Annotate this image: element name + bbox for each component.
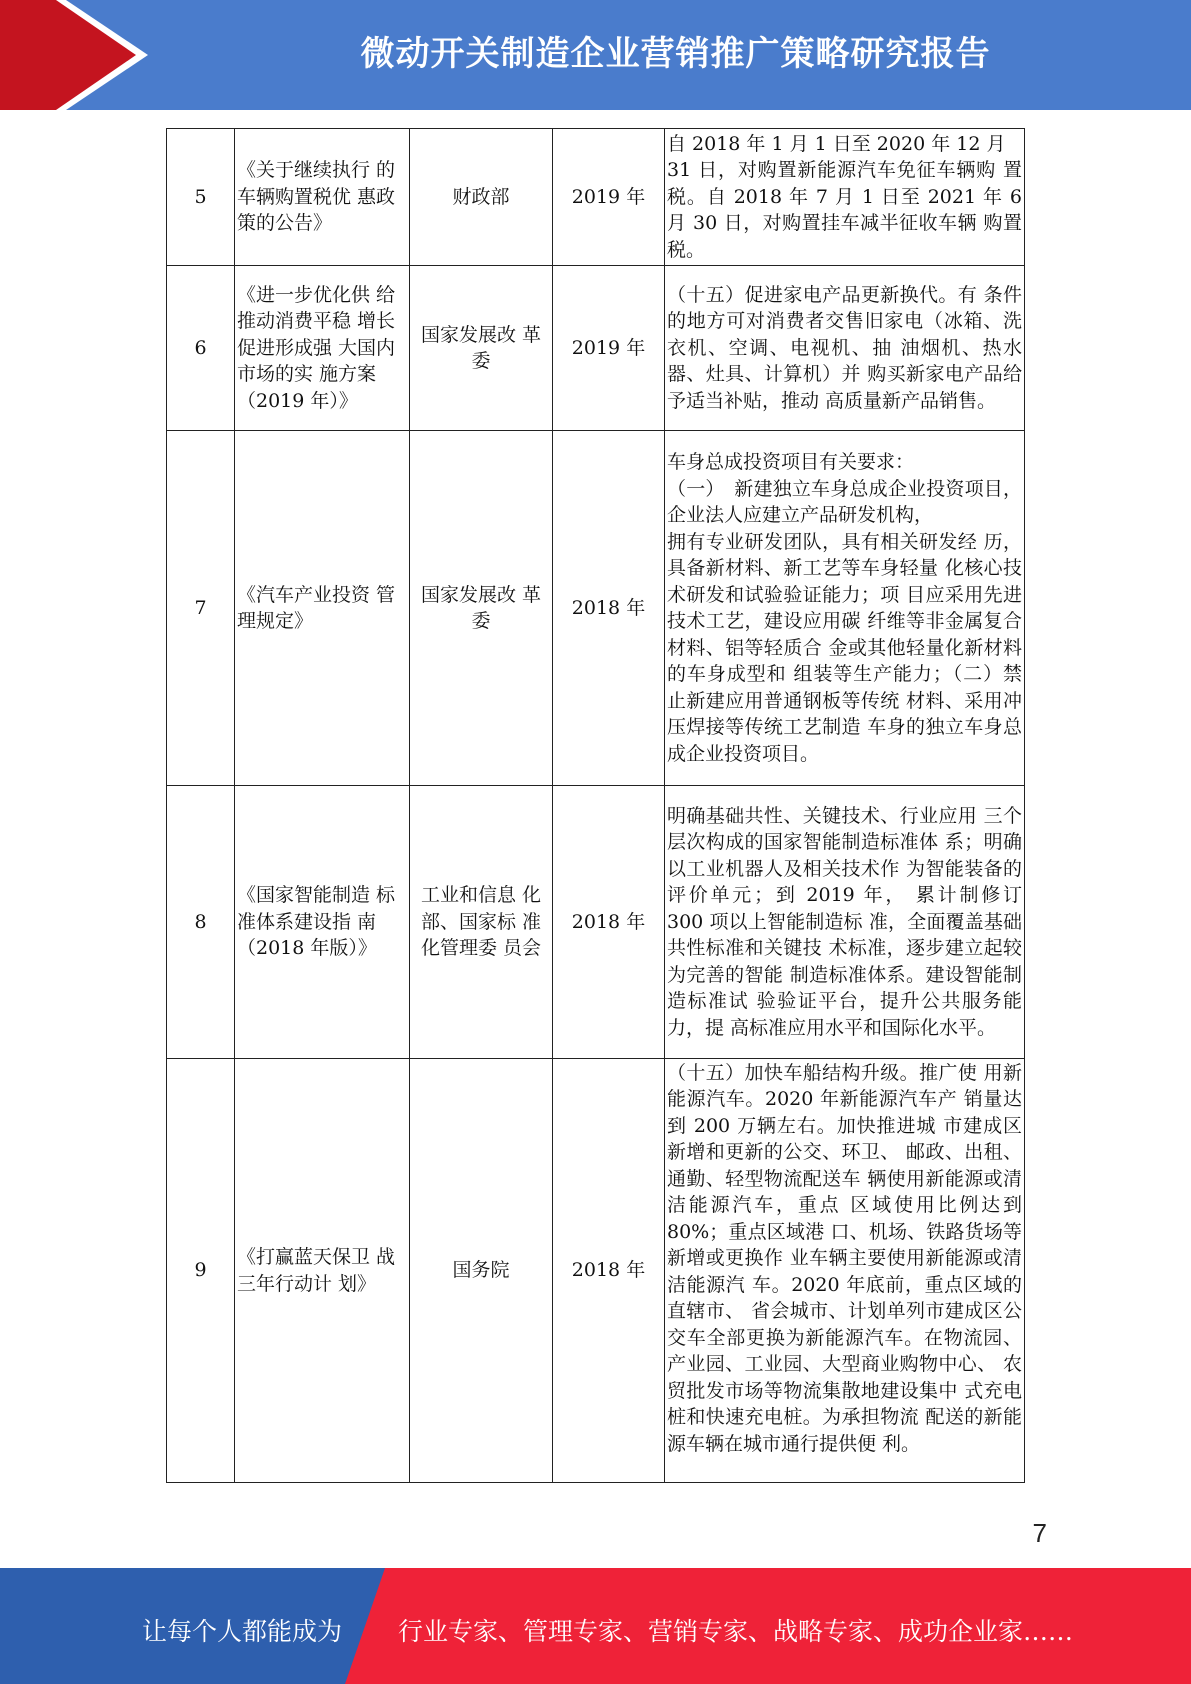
policy-content: 自 2018 年 1 月 1 日至 2020 年 12 月 31 日，对购置新能源汽车免征车辆购 置税。自 2018 年 7 月 1 日至 2021 年 6 月 30 日，对购置挂车减半征收车辆 购置税。 bbox=[665, 129, 1025, 266]
table-row bbox=[167, 786, 1025, 1059]
table-row bbox=[167, 129, 1025, 266]
issuing-department: 财政部 bbox=[410, 129, 553, 266]
row-number: 5 bbox=[167, 129, 235, 266]
page-header bbox=[0, 0, 1191, 110]
issuing-department: 国家发展改 革委 bbox=[410, 431, 553, 786]
table-row bbox=[167, 1059, 1025, 1483]
policy-content: （十五）促进家电产品更新换代。有 条件的地方可对消费者交售旧家电（冰箱、洗衣机、空调、电视机、抽 油烟机、热水器、灶具、计算机）并 购买新家电产品给予适当补贴，推动 高质量新产品销售。 bbox=[665, 266, 1025, 431]
issue-year: 2018 年 bbox=[553, 786, 665, 1059]
page-number: 7 bbox=[1032, 1518, 1047, 1548]
table-row bbox=[167, 431, 1025, 786]
policy-name: 《汽车产业投资 管理规定》 bbox=[235, 431, 410, 786]
header-arrow-decoration bbox=[0, 0, 160, 110]
policy-content: 明确基础共性、关键技术、行业应用 三个层次构成的国家智能制造标准体 系；明确以工业机器人及相关技术作 为智能装备的评价单元；到 2019 年， 累计制修订 300 项以上智能制造标 准，全面覆盖基础共性标准和关键技 术标准，逐步建立起较为完善的智能 制造标准体系。建设智能制造标准试 验验证平台，提升公共服务能力，提 高标准应用水平和国际化水平。 bbox=[665, 786, 1025, 1059]
issue-year: 2019 年 bbox=[553, 266, 665, 431]
issuing-department: 工业和信息 化部、国家标 准化管理委 员会 bbox=[410, 786, 553, 1059]
policy-content-text: （十五）加快车船结构升级。推广使 用新能源汽车。2020 年新能源汽车产 销量达到 200 万辆左右。加快推进城 市建成区新增和更新的公交、环卫、 邮政、出租、通勤、轻型物流配送车 辆使用新能源或清洁能源汽车，重点 区域使用比例达到 80%；重点区域港 口、机场、铁路货场等新增或更换作 业车辆主要使用新能源或清洁能源汽 车。2020 年底前，重点区域的直辖市、 省会城市、计划单列市建成区公交车全部更换为新能源汽车。在物流园、 产业园、工业园、大型商业购物中心、 农贸批发市场等物流集散地建设集中 式充电桩和快速充电桩。为承担物流 配送的新能源车辆在城市通行提供便 利。 bbox=[667, 1061, 1022, 1455]
issue-year: 2019 年 bbox=[553, 129, 665, 266]
table-row bbox=[167, 266, 1025, 431]
policy-name: 《进一步优化供 给推动消费平稳 增长促进形成强 大国内市场的实 施方案（2019 年）》 bbox=[235, 266, 410, 431]
issuing-department: 国务院 bbox=[410, 1059, 553, 1483]
policy-content: 车身总成投资项目有关要求： （一） 新建独立车身总成企业投资项目，企业法人应建立产品研发机构， 拥有专业研发团队，具有相关研发经 历，具备新材料、新工艺等车身轻量 化核心技术研发和试验验证能力；项 目应采用先进技术工艺，建设应用碳 纤维等非金属复合材料、铝等轻质合 金或其他轻量化新材料的车身成型和 组装等生产能力；（二）禁止新建应用普通钢板等传统 材料、采用冲压焊接等传统工艺制造 车身的独立车身总成企业投资项目。 bbox=[665, 431, 1025, 786]
row-number: 7 bbox=[167, 431, 235, 786]
page-footer bbox=[0, 1568, 1191, 1684]
issue-year: 2018 年 bbox=[553, 1059, 665, 1483]
policy-name: 《关于继续执行 的车辆购置税优 惠政策的公告》 bbox=[235, 129, 410, 266]
row-number: 9 bbox=[167, 1059, 235, 1483]
policy-table bbox=[166, 128, 1025, 1483]
issue-year: 2018 年 bbox=[553, 431, 665, 786]
policy-content bbox=[665, 1059, 1025, 1483]
footer-slogan-left: 让每个人都能成为 bbox=[142, 1617, 343, 1646]
row-number: 8 bbox=[167, 786, 235, 1059]
footer-slogan-right: 行业专家、管理专家、营销专家、战略专家、成功企业家…… bbox=[398, 1617, 1074, 1646]
policy-name: 《打赢蓝天保卫 战三年行动计 划》 bbox=[235, 1059, 410, 1483]
issuing-department: 国家发展改 革委 bbox=[410, 266, 553, 431]
report-title: 微动开关制造企业营销推广策略研究报告 bbox=[360, 34, 991, 74]
policy-name: 《国家智能制造 标准体系建设指 南（2018 年版）》 bbox=[235, 786, 410, 1059]
row-number: 6 bbox=[167, 266, 235, 431]
